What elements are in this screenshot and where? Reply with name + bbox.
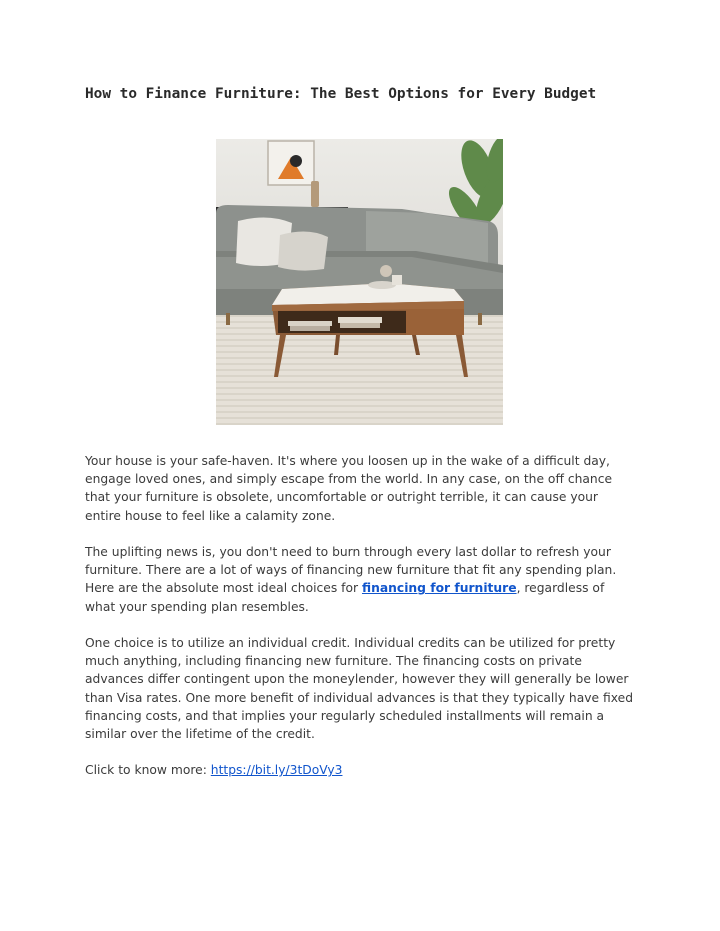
living-room-photo — [216, 139, 503, 425]
paragraph-good-news-after: , regardless of what your spending plan resembles. — [85, 581, 605, 614]
more-info-url-link[interactable]: https://bit.ly/3tDoVy3 — [210, 763, 343, 778]
document-title: How to Finance Furniture: The Best Options for Every Budget — [85, 86, 597, 102]
paragraph-personal-loan: One choice is to utilize an individual credit. Individual credits can be utilized for pretty much anything, including financing new furniture. The financing costs on private advances differ contingent upon the moneylender, however they will generally be lower than Visa rates. One more benefit of individual advances is that they typically have fixed financing costs, and that implies your regularly scheduled installments will remain a similar over the lifetime of the credit. — [85, 636, 634, 742]
financing-for-furniture-link[interactable]: financing for furniture — [361, 581, 517, 596]
paragraph-intro: Your house is your safe-haven. It's where you loosen up in the wake of a difficult day, engage loved ones, and simply escape from the world. In any case, on the off chance that your furniture is obsolete, uncomfortable or outright terrible, it can cause your entire house to feel like a calamity zone. — [85, 454, 613, 523]
article-body — [85, 452, 637, 798]
paragraph-good-news — [85, 543, 637, 616]
paragraph-good-news-before: The uplifting news is, you don't need to burn through every last dollar to refresh your furniture. There are a lot of ways of financing new furniture that fit any spending plan. Here are the absolute most ideal choices for — [85, 545, 617, 596]
more-info-label: Click to know more: — [85, 763, 211, 778]
more-info-line — [85, 761, 637, 779]
